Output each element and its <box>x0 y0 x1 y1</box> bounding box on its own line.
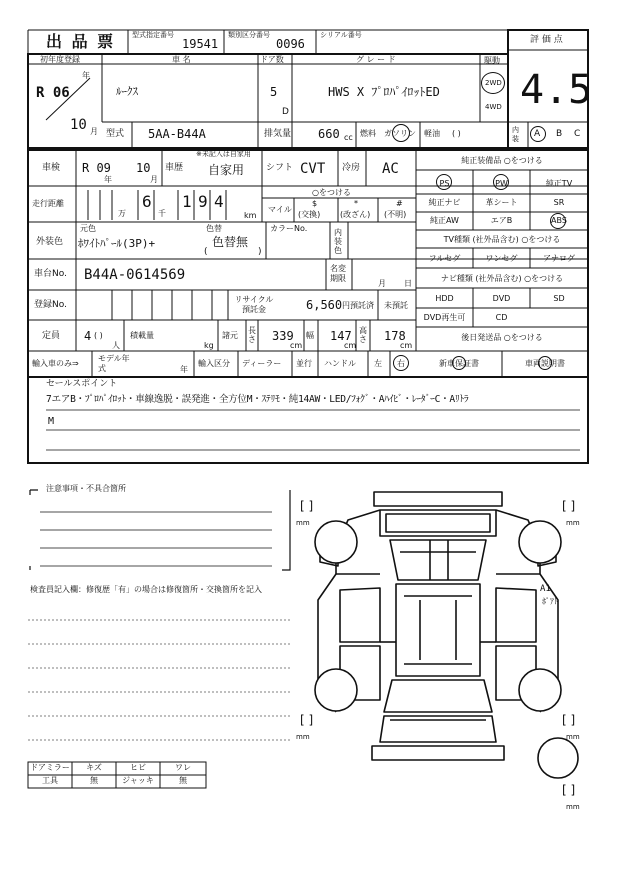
chassis-value: B44A-0614569 <box>84 267 186 283</box>
serial-label: シリアル番号 <box>320 31 362 39</box>
ac-value: AC <box>382 161 399 177</box>
model-year-unit: 年 <box>180 365 188 374</box>
name-change-month: 月 <box>378 279 386 288</box>
interior-grade-c: C <box>574 129 581 139</box>
recycle-paid: 円預託済 <box>342 301 374 310</box>
equip-tv: 純正TV <box>545 179 573 188</box>
drive-2wd-circle <box>481 72 505 94</box>
color-label: 外装色 <box>36 237 64 247</box>
inspector-label: 検査員記入欄：修復歴「有」の場合は修復箇所・交換箇所を記入 <box>30 585 262 594</box>
model-designation-label: 型式指定番号 <box>132 31 174 39</box>
doors-value: 5 <box>270 85 278 99</box>
mm-rl: mm <box>296 733 310 741</box>
recycle-value: 6,560 <box>306 298 343 312</box>
damage-mark-note: ﾎﾟｱﾄ <box>542 597 558 606</box>
equip-airbag: エアB <box>490 216 513 225</box>
length-label: 長さ <box>248 326 256 344</box>
legend-scratch: キズ <box>86 763 102 772</box>
mileage-digit-4: 1 <box>182 192 192 211</box>
doors-d: D <box>282 107 289 117</box>
exchange-mark: $ <box>312 199 318 208</box>
original-color-label: 元色 <box>80 224 96 233</box>
navi-dvd: DVD <box>492 294 511 303</box>
history-label: 車歴 <box>165 163 184 173</box>
inspection-era: R 09 <box>82 161 111 175</box>
sheet-title: 出 品 票 <box>46 32 116 51</box>
grade-label: グ レ ー ド <box>356 55 396 64</box>
later-title: 後日発送品 ○をつける <box>461 333 543 342</box>
reg-no-label: 登録No. <box>34 300 67 310</box>
navi-dvd-play: DVD再生可 <box>423 313 466 322</box>
parallel-label: 並行 <box>296 359 312 368</box>
model-year-label: モデル年式 <box>98 354 130 373</box>
first-reg-era: R 06 <box>36 85 70 101</box>
history-value: 自家用 <box>208 163 245 177</box>
ac-label: 冷房 <box>342 163 361 173</box>
cc-unit: cc <box>344 133 353 142</box>
bracket-fl: [ ] <box>300 499 314 513</box>
right-label: 右 <box>397 359 405 368</box>
legend-jack-value: 無 <box>179 776 187 785</box>
diesel-label: 軽油 <box>424 129 440 138</box>
height-unit: cm <box>400 341 413 350</box>
fuel-bracket: ( ) <box>452 129 461 138</box>
man-unit: 万 <box>118 209 126 218</box>
width-value: 147 <box>330 329 352 343</box>
equip-aw: 純正AW <box>430 216 459 225</box>
interior-grade-a: A <box>534 129 541 139</box>
unknown-label: (不明) <box>384 210 407 219</box>
repaint-paren-close: ) <box>258 247 262 257</box>
type-value: 5AA-B44A <box>148 127 206 141</box>
bracket-rr: [ ] <box>562 713 576 727</box>
mileage-digit-5: 9 <box>198 192 208 211</box>
type-label: 型式 <box>106 129 125 139</box>
sales-line-2: M <box>48 416 55 427</box>
dimensions-label: 諸元 <box>222 331 238 340</box>
length-unit: cm <box>290 341 303 350</box>
import-type-label: 輸入区分 <box>198 359 230 368</box>
inspection-year-suffix: 年 <box>104 175 112 184</box>
shift-value: CVT <box>300 161 326 177</box>
equip-ps: PS <box>439 179 450 188</box>
tv-full: フルセグ <box>428 254 461 263</box>
exchange-label: (交換) <box>298 210 321 219</box>
mm-fr: mm <box>566 519 580 527</box>
category-label: 類別区分番号 <box>228 31 270 39</box>
tv-title: TV種類 (社外品含む) ○をつける <box>443 235 561 244</box>
fuel-circle <box>392 124 410 142</box>
mileage-circle-note: ○をつける <box>312 188 351 197</box>
displacement-value: 660 <box>318 127 340 141</box>
bracket-fr: [ ] <box>562 499 576 513</box>
width-label: 幅 <box>306 331 314 340</box>
legend-tools-value: 無 <box>90 776 98 785</box>
drive-2wd: 2WD <box>485 79 502 87</box>
name-change-day: 日 <box>404 279 412 288</box>
sen-unit: 千 <box>158 209 166 218</box>
equip-pw: PW <box>495 179 508 188</box>
mileage-label: 走行距離 <box>32 199 64 208</box>
interior-grade-circle <box>530 126 546 142</box>
repaint-value: 色替無 <box>212 235 249 249</box>
original-color-value: ﾎﾜｲﾄﾊﾟｰﾙ(3P)+ <box>78 237 156 250</box>
recycle-label: リサイクル預託金 <box>234 295 274 314</box>
later-warranty-circle <box>452 356 466 370</box>
grade-value: HWS X ﾌﾟﾛﾊﾟｲﾛｯﾄED <box>328 85 440 99</box>
dealer-label: ディーラー <box>242 359 282 368</box>
import-label: 輸入車のみ⇒ <box>32 359 79 368</box>
fuel-label: 燃料 <box>360 129 376 138</box>
kg-unit: kg <box>204 341 214 350</box>
tampered-mark: * <box>354 199 358 208</box>
mm-fl: mm <box>296 519 310 527</box>
interior-label: 内装 <box>512 126 519 143</box>
legend-mirror: ドアミラー <box>30 763 70 772</box>
caution-label: 注意事項・不具合箇所 <box>46 484 126 493</box>
damage-mark: A1 <box>540 584 551 594</box>
sales-line-1: 7エアB・ﾌﾟﾛﾊﾟｲﾛｯﾄ・車線逸脱・誤発進・全方位M・ｽﾃﾘﾓ・純14AW・LED/ﾌｫｸﾞ・Aﾊｲﾋﾞ・ﾚｰﾀﾞｰC・Aﾘﾄﾗ <box>46 394 469 405</box>
inspection-month-suffix: 月 <box>150 175 158 184</box>
car-name-label: 車 名 <box>172 55 191 64</box>
height-value: 178 <box>384 329 406 343</box>
unknown-mark: # <box>396 199 403 208</box>
inspection-month: 10 <box>136 161 151 175</box>
handle-label: ハンドル <box>324 359 356 368</box>
car-name-value: ﾙｰｸｽ <box>116 85 138 98</box>
equip-navi: 純正ナビ <box>428 198 461 207</box>
navi-title: ナビ種類 (社外品含む) ○をつける <box>440 274 564 283</box>
month-suffix: 月 <box>90 127 98 136</box>
bracket-spare: [ ] <box>562 783 576 797</box>
navi-hdd: HDD <box>435 294 454 303</box>
displacement-label: 排気量 <box>264 129 292 139</box>
equip-leather: 革シート <box>485 198 518 207</box>
genuine-title: 純正装備品 ○をつける <box>461 156 543 165</box>
equip-ps-circle <box>436 174 452 190</box>
color-no-label: カラーNo. <box>270 224 308 233</box>
height-label: 高さ <box>359 326 367 344</box>
equip-sr: SR <box>553 198 565 207</box>
name-change-label: 名変期限 <box>330 264 346 283</box>
repaint-paren-open: ( <box>204 247 208 257</box>
inspection-label: 車検 <box>42 163 61 173</box>
mile-label: マイル <box>268 205 292 214</box>
length-value: 339 <box>272 329 294 343</box>
tv-analog: アナログ <box>543 254 575 263</box>
interior-color-label: 内装色 <box>334 228 342 255</box>
legend-jack: ジャッキ <box>122 776 154 785</box>
bracket-rl: [ ] <box>300 713 314 727</box>
mileage-digit-6: 4 <box>214 192 224 211</box>
score-value: 4.5 <box>520 67 593 113</box>
capacity-label: 定員 <box>42 331 61 341</box>
year-suffix: 年 <box>82 71 90 80</box>
mileage-digit-3: 6 <box>142 192 152 211</box>
km-unit: km <box>244 211 257 220</box>
navi-sd: SD <box>553 294 565 303</box>
legend-break: ワレ <box>175 763 191 772</box>
legend-tools: 工具 <box>42 776 58 785</box>
left-label: 左 <box>374 359 382 368</box>
equip-pw-circle <box>493 174 509 190</box>
model-designation-value: 19541 <box>182 37 219 51</box>
category-value: 0096 <box>276 37 305 51</box>
equip-abs-circle <box>550 213 566 229</box>
history-note: ※未記入は自家用 <box>196 150 251 158</box>
sales-label: セールスポイント <box>46 379 118 389</box>
capacity-value: 4 <box>84 329 92 343</box>
shift-label: シフト <box>266 163 294 173</box>
score-label: 評 価 点 <box>530 35 563 45</box>
mm-spare: mm <box>566 803 580 811</box>
later-manual-circle <box>538 356 552 370</box>
legend-crack: ヒビ <box>130 763 146 772</box>
tampered-label: (改ざん) <box>340 210 371 219</box>
recycle-unpaid: 未預託 <box>384 301 408 310</box>
interior-grade-b: B <box>556 129 563 139</box>
later-manual: 車両説明書 <box>525 359 565 368</box>
tv-one: ワンセグ <box>485 254 518 263</box>
mm-rr: mm <box>566 733 580 741</box>
handle-right-circle <box>393 355 409 371</box>
first-reg-month: 10 <box>70 117 87 133</box>
first-reg-label: 初年度登録 <box>40 55 80 64</box>
navi-cd: CD <box>495 313 508 322</box>
fuel-gasoline: ガソリン <box>384 129 416 138</box>
doors-label: ドア数 <box>260 55 284 64</box>
equip-abs: ABS <box>551 216 567 225</box>
load-label: 積載量 <box>130 331 154 340</box>
drive-label: 駆動 <box>484 56 500 65</box>
chassis-label: 車台No. <box>34 269 67 279</box>
drive-4wd: 4WD <box>485 103 502 111</box>
repaint-label: 色替 <box>206 224 222 233</box>
width-unit: cm <box>344 341 357 350</box>
later-warranty: 新車保証書 <box>439 359 479 368</box>
capacity-paren: ( ) <box>94 331 103 340</box>
person-unit: 人 <box>112 341 120 350</box>
